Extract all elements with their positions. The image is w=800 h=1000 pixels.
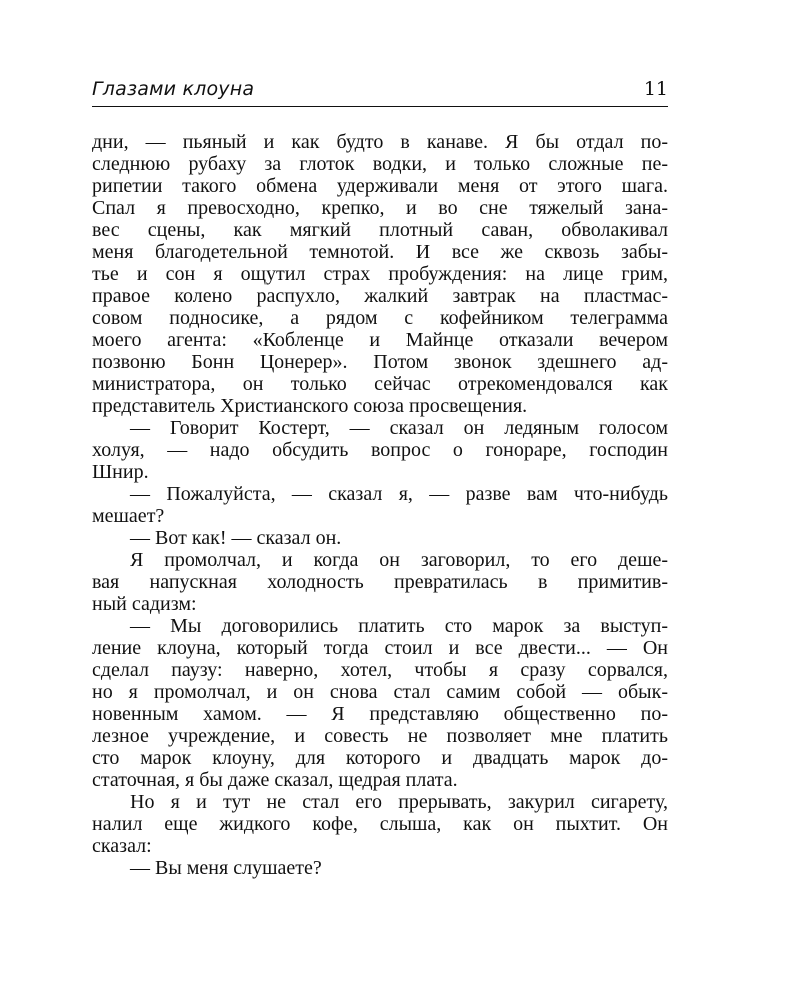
text-line: ный садизм: (92, 593, 197, 615)
text-line: — Вот как! — сказал он. (130, 527, 342, 549)
book-page (92, 78, 668, 879)
text-line: моего агента: «Кобленце и Майнце отказали вечером (92, 329, 668, 351)
body-text (92, 131, 668, 879)
text-line: меня благодетельной темнотой. И все же сквозь забы- (92, 241, 668, 263)
text-line: Но я и тут не стал его прерывать, закурил сигарету, (130, 791, 668, 813)
text-line: налил еще жидкого кофе, слыша, как он пыхтит. Он (92, 813, 668, 835)
text-line: вес сцены, как мягкий плотный саван, обволакивал (92, 219, 668, 241)
text-line: представитель Христианского союза просвещения. (92, 395, 528, 417)
text-line: министратора, он только сейчас отрекомендовался как (92, 373, 668, 395)
text-line: Я промолчал, и когда он заговорил, то его деше- (130, 549, 668, 571)
text-line: правое колено распухло, жалкий завтрак на пластмас- (92, 285, 668, 307)
text-line: сказал: (92, 835, 152, 857)
text-line: статочная, я бы даже сказал, щедрая плата. (92, 769, 458, 791)
text-line: Спал я превосходно, крепко, и во сне тяжелый зана- (92, 197, 668, 219)
text-line: сделал паузу: наверно, хотел, чтобы я сразу сорвался, (92, 659, 668, 681)
text-line: позвоню Бонн Цонерер». Потом звонок здешнего ад- (92, 351, 668, 373)
text-line: — Пожалуйста, — сказал я, — разве вам что-нибудь (130, 483, 668, 505)
text-line: вая напускная холодность превратилась в примитив- (92, 571, 668, 593)
text-line: холуя, — надо обсудить вопрос о гонораре, господин (92, 439, 668, 461)
text-line: следнюю рубаху за глоток водки, и только сложные пе- (92, 153, 668, 175)
text-line: рипетии такого обмена удерживали меня от этого шага. (92, 175, 668, 197)
text-line: ление клоуна, который тогда стоил и все двести... — Он (92, 637, 668, 659)
text-line: дни, — пьяный и как будто в канаве. Я бы отдал по- (92, 131, 668, 153)
running-head (92, 78, 668, 107)
text-line: совом подносике, а рядом с кофейником телеграмма (92, 307, 668, 329)
text-line: — Говорит Костерт, — сказал он ледяным голосом (130, 417, 668, 439)
running-title: Глазами клоуна (92, 78, 255, 100)
text-line: мешает? (92, 505, 165, 527)
text-line: — Мы договорились платить сто марок за выступ- (130, 615, 668, 637)
text-line: — Вы меня слушаете? (130, 857, 322, 879)
text-line: но я промолчал, и он снова стал самим собой — обык- (92, 681, 668, 703)
page-number: 11 (643, 78, 668, 100)
text-line: новенным хамом. — Я представляю общественно по- (92, 703, 668, 725)
text-line: сто марок клоуну, для которого и двадцать марок до- (92, 747, 668, 769)
text-line: лезное учреждение, и совесть не позволяет мне платить (92, 725, 668, 747)
text-line: Шнир. (92, 461, 149, 483)
text-line: тье и сон я ощутил страх пробуждения: на лице грим, (92, 263, 668, 285)
